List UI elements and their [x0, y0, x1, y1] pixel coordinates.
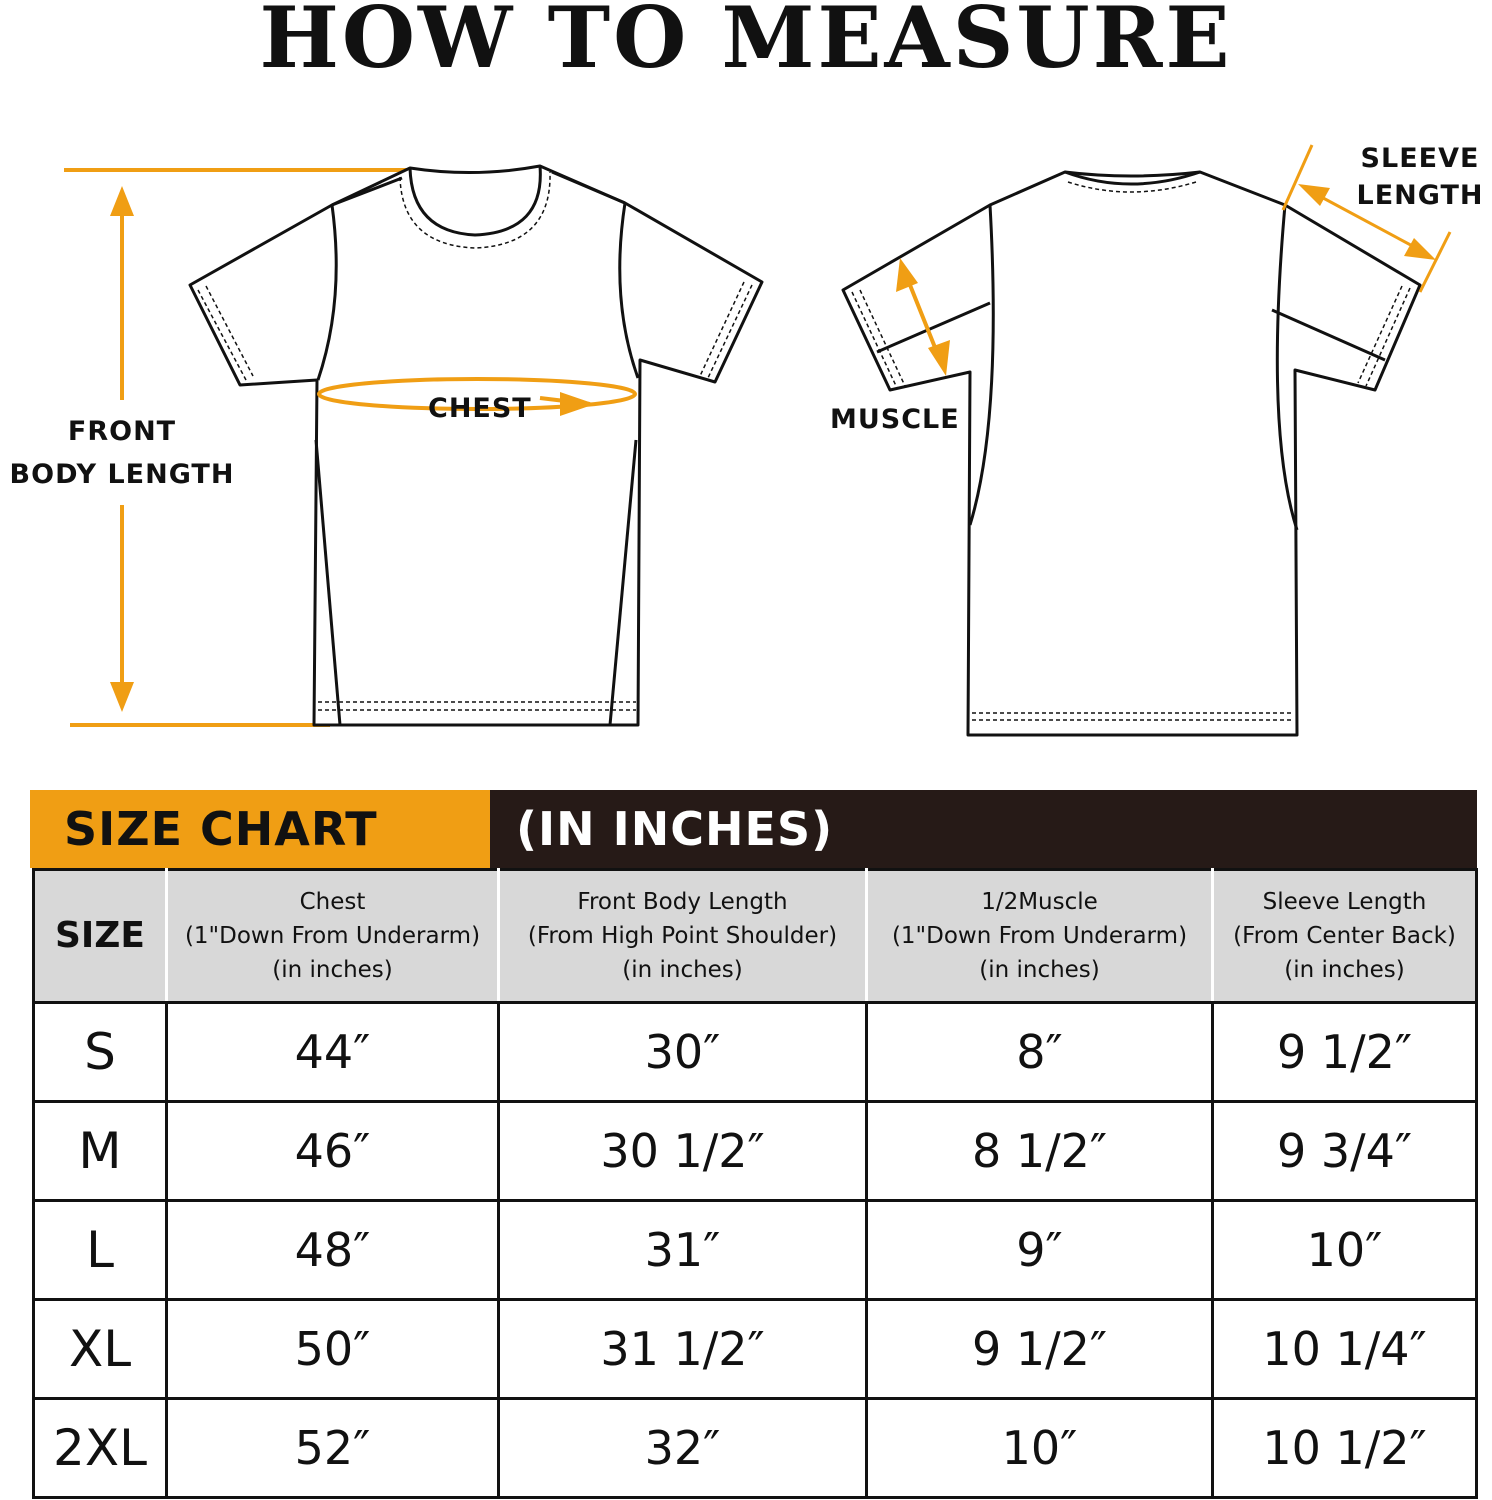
- half-muscle-cell: 8″: [867, 1003, 1213, 1102]
- front-body-length-cell: 30″: [499, 1003, 867, 1102]
- column-header-size: SIZE: [34, 870, 167, 1003]
- sleeve-length-cell: 10 1/2″: [1213, 1399, 1477, 1498]
- size-chart-header: [30, 790, 1477, 868]
- page-title: HOW TO MEASURE: [259, 0, 1233, 87]
- column-header-sleeve-length: Sleeve Length (From Center Back) (in inches): [1213, 870, 1477, 1003]
- table-row: [34, 1399, 1477, 1498]
- sleeve-arrow-head-left: [1298, 184, 1330, 206]
- table-header-row: [34, 870, 1477, 1003]
- column-header-chest: Chest (1"Down From Underarm) (in inches): [167, 870, 499, 1003]
- sleeve-length-cell: 10″: [1213, 1201, 1477, 1300]
- front-body-length-cell: 31″: [499, 1201, 867, 1300]
- chest-cell: 46″: [167, 1102, 499, 1201]
- front-tshirt: [190, 166, 762, 725]
- back-tshirt: [843, 172, 1420, 735]
- half-muscle-cell: 9 1/2″: [867, 1300, 1213, 1399]
- sleeve-length-label: SLEEVE LENGTH: [1356, 143, 1484, 211]
- chest-cell: 50″: [167, 1300, 499, 1399]
- sleeve-length-cell: 10 1/4″: [1213, 1300, 1477, 1399]
- sleeve-length-cell: 9 1/2″: [1213, 1003, 1477, 1102]
- size-chart-unit: (IN INCHES): [490, 790, 1477, 868]
- table-row: [34, 1003, 1477, 1102]
- size-cell: L: [34, 1201, 167, 1300]
- front-length-arrow-bottom: [110, 682, 134, 712]
- chest-cell: 52″: [167, 1399, 499, 1498]
- column-header-front-body-length: Front Body Length (From High Point Shoulder) (in inches): [499, 870, 867, 1003]
- half-muscle-cell: 9″: [867, 1201, 1213, 1300]
- column-header-half-muscle: 1/2Muscle (1"Down From Underarm) (in inches): [867, 870, 1213, 1003]
- muscle-label: MUSCLE: [830, 404, 960, 435]
- size-cell: S: [34, 1003, 167, 1102]
- chest-cell: 44″: [167, 1003, 499, 1102]
- front-body-length-cell: 31 1/2″: [499, 1300, 867, 1399]
- chest-label: CHEST: [428, 393, 532, 424]
- size-cell: XL: [34, 1300, 167, 1399]
- size-cell: M: [34, 1102, 167, 1201]
- sleeve-arrow-head-right: [1404, 238, 1436, 260]
- table-row: [34, 1300, 1477, 1399]
- front-body-length-cell: 32″: [499, 1399, 867, 1498]
- chest-cell: 48″: [167, 1201, 499, 1300]
- half-muscle-cell: 8 1/2″: [867, 1102, 1213, 1201]
- size-chart-table: [32, 868, 1478, 1499]
- table-row: [34, 1201, 1477, 1300]
- front-body-length-label: FRONT BODY LENGTH: [9, 416, 235, 490]
- sleeve-length-cell: 9 3/4″: [1213, 1102, 1477, 1201]
- size-cell: 2XL: [34, 1399, 167, 1498]
- front-body-length-cell: 30 1/2″: [499, 1102, 867, 1201]
- size-chart-title: SIZE CHART: [30, 790, 490, 868]
- table-row: [34, 1102, 1477, 1201]
- front-length-arrow-top: [110, 186, 134, 216]
- half-muscle-cell: 10″: [867, 1399, 1213, 1498]
